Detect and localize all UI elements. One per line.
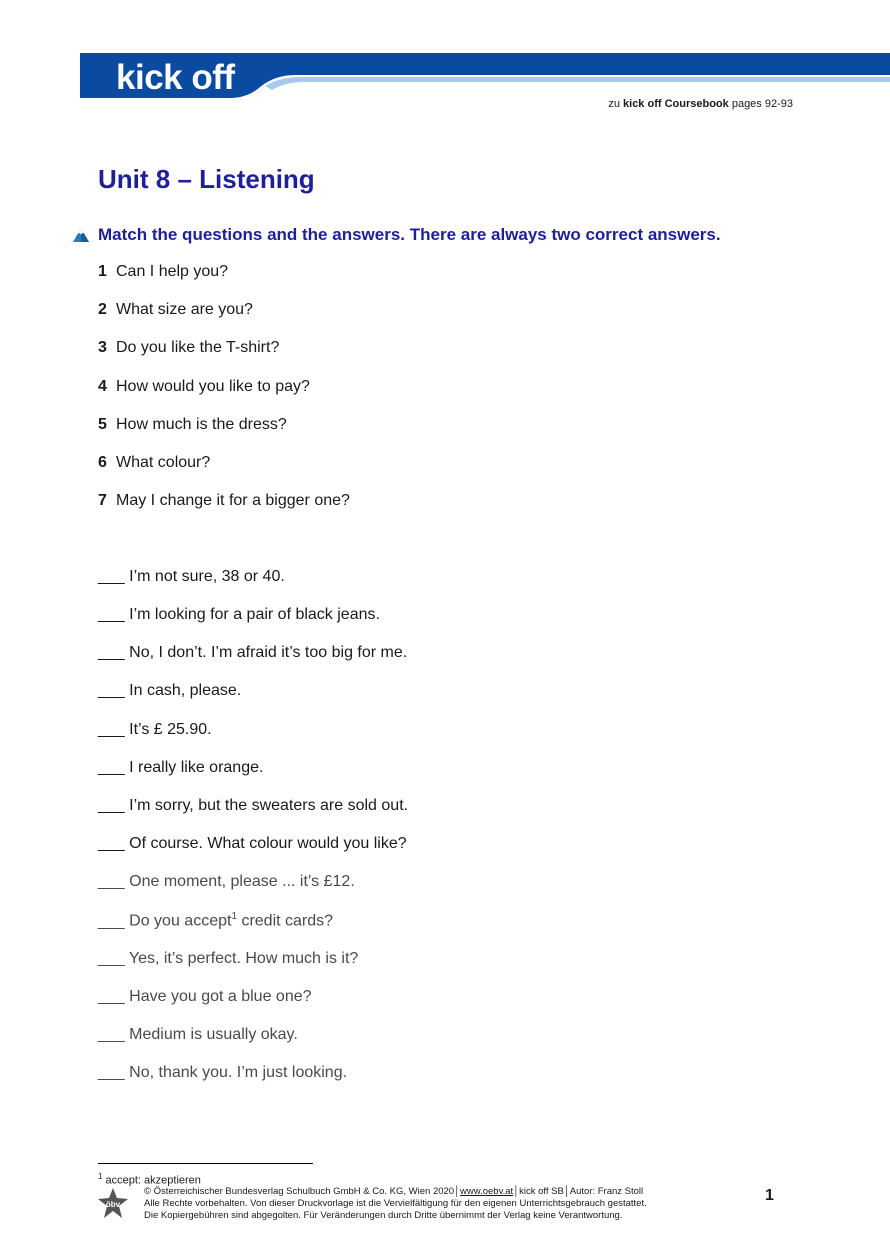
answer-text: I’m looking for a pair of black jeans. [129, 606, 380, 624]
answer-blank[interactable]: ___ [98, 796, 125, 814]
answer-text: Of course. What colour would you like? [129, 835, 407, 853]
answer-item [98, 950, 358, 968]
answer-item [98, 759, 263, 777]
question-number: 6 [98, 454, 107, 471]
answer-blank[interactable]: ___ [98, 720, 125, 738]
answer-blank[interactable]: ___ [98, 682, 125, 700]
answer-blank[interactable]: ___ [98, 949, 125, 967]
answer-blank[interactable]: ___ [98, 1063, 125, 1081]
question-item [98, 263, 228, 281]
question-number: 2 [98, 301, 107, 319]
answer-item [98, 911, 333, 930]
answer-item [98, 606, 380, 624]
question-text: May I change it for a bigger one? [116, 492, 350, 510]
question-number: 5 [98, 415, 107, 433]
page-number: 1 [765, 1187, 774, 1204]
answer-text: In cash, please. [129, 682, 242, 700]
answer-item [98, 988, 312, 1006]
answer-text: No, I don’t. I’m afraid it’s too big for me. [129, 644, 408, 662]
answer-item [98, 873, 355, 891]
question-number: 3 [98, 339, 107, 357]
question-item [98, 339, 279, 357]
question-text: What size are you? [116, 301, 253, 319]
answer-item [98, 568, 285, 586]
answer-blank[interactable]: ___ [98, 835, 125, 853]
footnote: $^1$ accept: akzeptieren [98, 1172, 201, 1187]
page-title: Unit 8 – Listening [98, 164, 315, 194]
coursebook-reference: zu kick off Coursebook pages 92-93 [608, 98, 793, 110]
brand-logo: kick off [116, 58, 235, 97]
answer-item [98, 1026, 298, 1044]
answer-text: Yes, it’s perfect. How much is it? [128, 949, 359, 967]
answer-text-continued: credit cards? [237, 912, 334, 930]
answer-item [98, 644, 407, 662]
answer-item [98, 835, 407, 853]
answer-text: Medium is usually okay. [129, 1025, 298, 1043]
answer-text: No, thank you. I’m just looking. [129, 1063, 348, 1081]
question-text: How would you like to pay? [116, 377, 310, 395]
task-instruction: Match the questions and the answers. There are always two correct answers. [98, 225, 721, 244]
answer-item [98, 797, 408, 815]
svg-text:öbv: öbv [105, 1200, 121, 1209]
answer-text: Do you accept [129, 912, 232, 930]
answer-item [98, 682, 241, 700]
question-item [98, 378, 310, 396]
question-item [98, 301, 253, 319]
answer-item [98, 1064, 347, 1082]
question-text: Do you like the T-shirt? [116, 339, 280, 357]
question-number: 7 [98, 492, 107, 510]
question-text: How much is the dress? [116, 415, 287, 433]
question-text: Can I help you? [116, 263, 229, 280]
answer-blank[interactable]: ___ [98, 606, 125, 624]
publisher-link[interactable]: www.oebv.at [460, 1186, 514, 1197]
question-item [98, 454, 210, 472]
question-text: What colour? [116, 454, 211, 471]
question-number: 1 [98, 263, 107, 280]
answer-blank[interactable]: ___ [98, 1025, 125, 1043]
answer-blank[interactable]: ___ [98, 987, 125, 1005]
answer-text: I’m not sure, 38 or 40. [129, 568, 285, 585]
answer-blank[interactable]: ___ [98, 758, 125, 776]
publisher-logo [97, 1187, 129, 1219]
footnote-marker: 1 [231, 911, 237, 923]
answer-blank[interactable]: ___ [98, 644, 125, 662]
copyright-notice: © Österreichischer Bundesverlag Schulbuch GmbH & Co. KG, Wien 2020│www.oebv.at│kick off SB│Autor: Franz Stoll Alle Rechte vorbehalten. Von dieser Druckvorlage ist die Vervielfältigung für den eigenen Unterrichtsgebrauch gestattet. Die Kopiergebühren sind abgegolten. Für Veränderungen durch Dritte übernimmt der Verlag keine Verantwortung. [144, 1186, 647, 1221]
answer-text: It’s £ 25.90. [129, 720, 212, 738]
question-number: 4 [98, 377, 107, 395]
question-item [98, 492, 350, 510]
answer-blank[interactable]: ___ [98, 568, 125, 585]
answer-blank[interactable]: ___ [98, 912, 125, 930]
answer-blank[interactable]: ___ [98, 873, 125, 891]
mountain-level-icon [72, 227, 90, 243]
answer-text: I really like orange. [129, 758, 264, 776]
answer-text: One moment, please ... it’s £12. [129, 873, 355, 891]
answer-item [98, 721, 212, 739]
footnote-divider [98, 1163, 313, 1164]
answer-text: I’m sorry, but the sweaters are sold out. [129, 796, 409, 814]
question-item [98, 416, 287, 434]
answer-text: Have you got a blue one? [129, 987, 312, 1005]
